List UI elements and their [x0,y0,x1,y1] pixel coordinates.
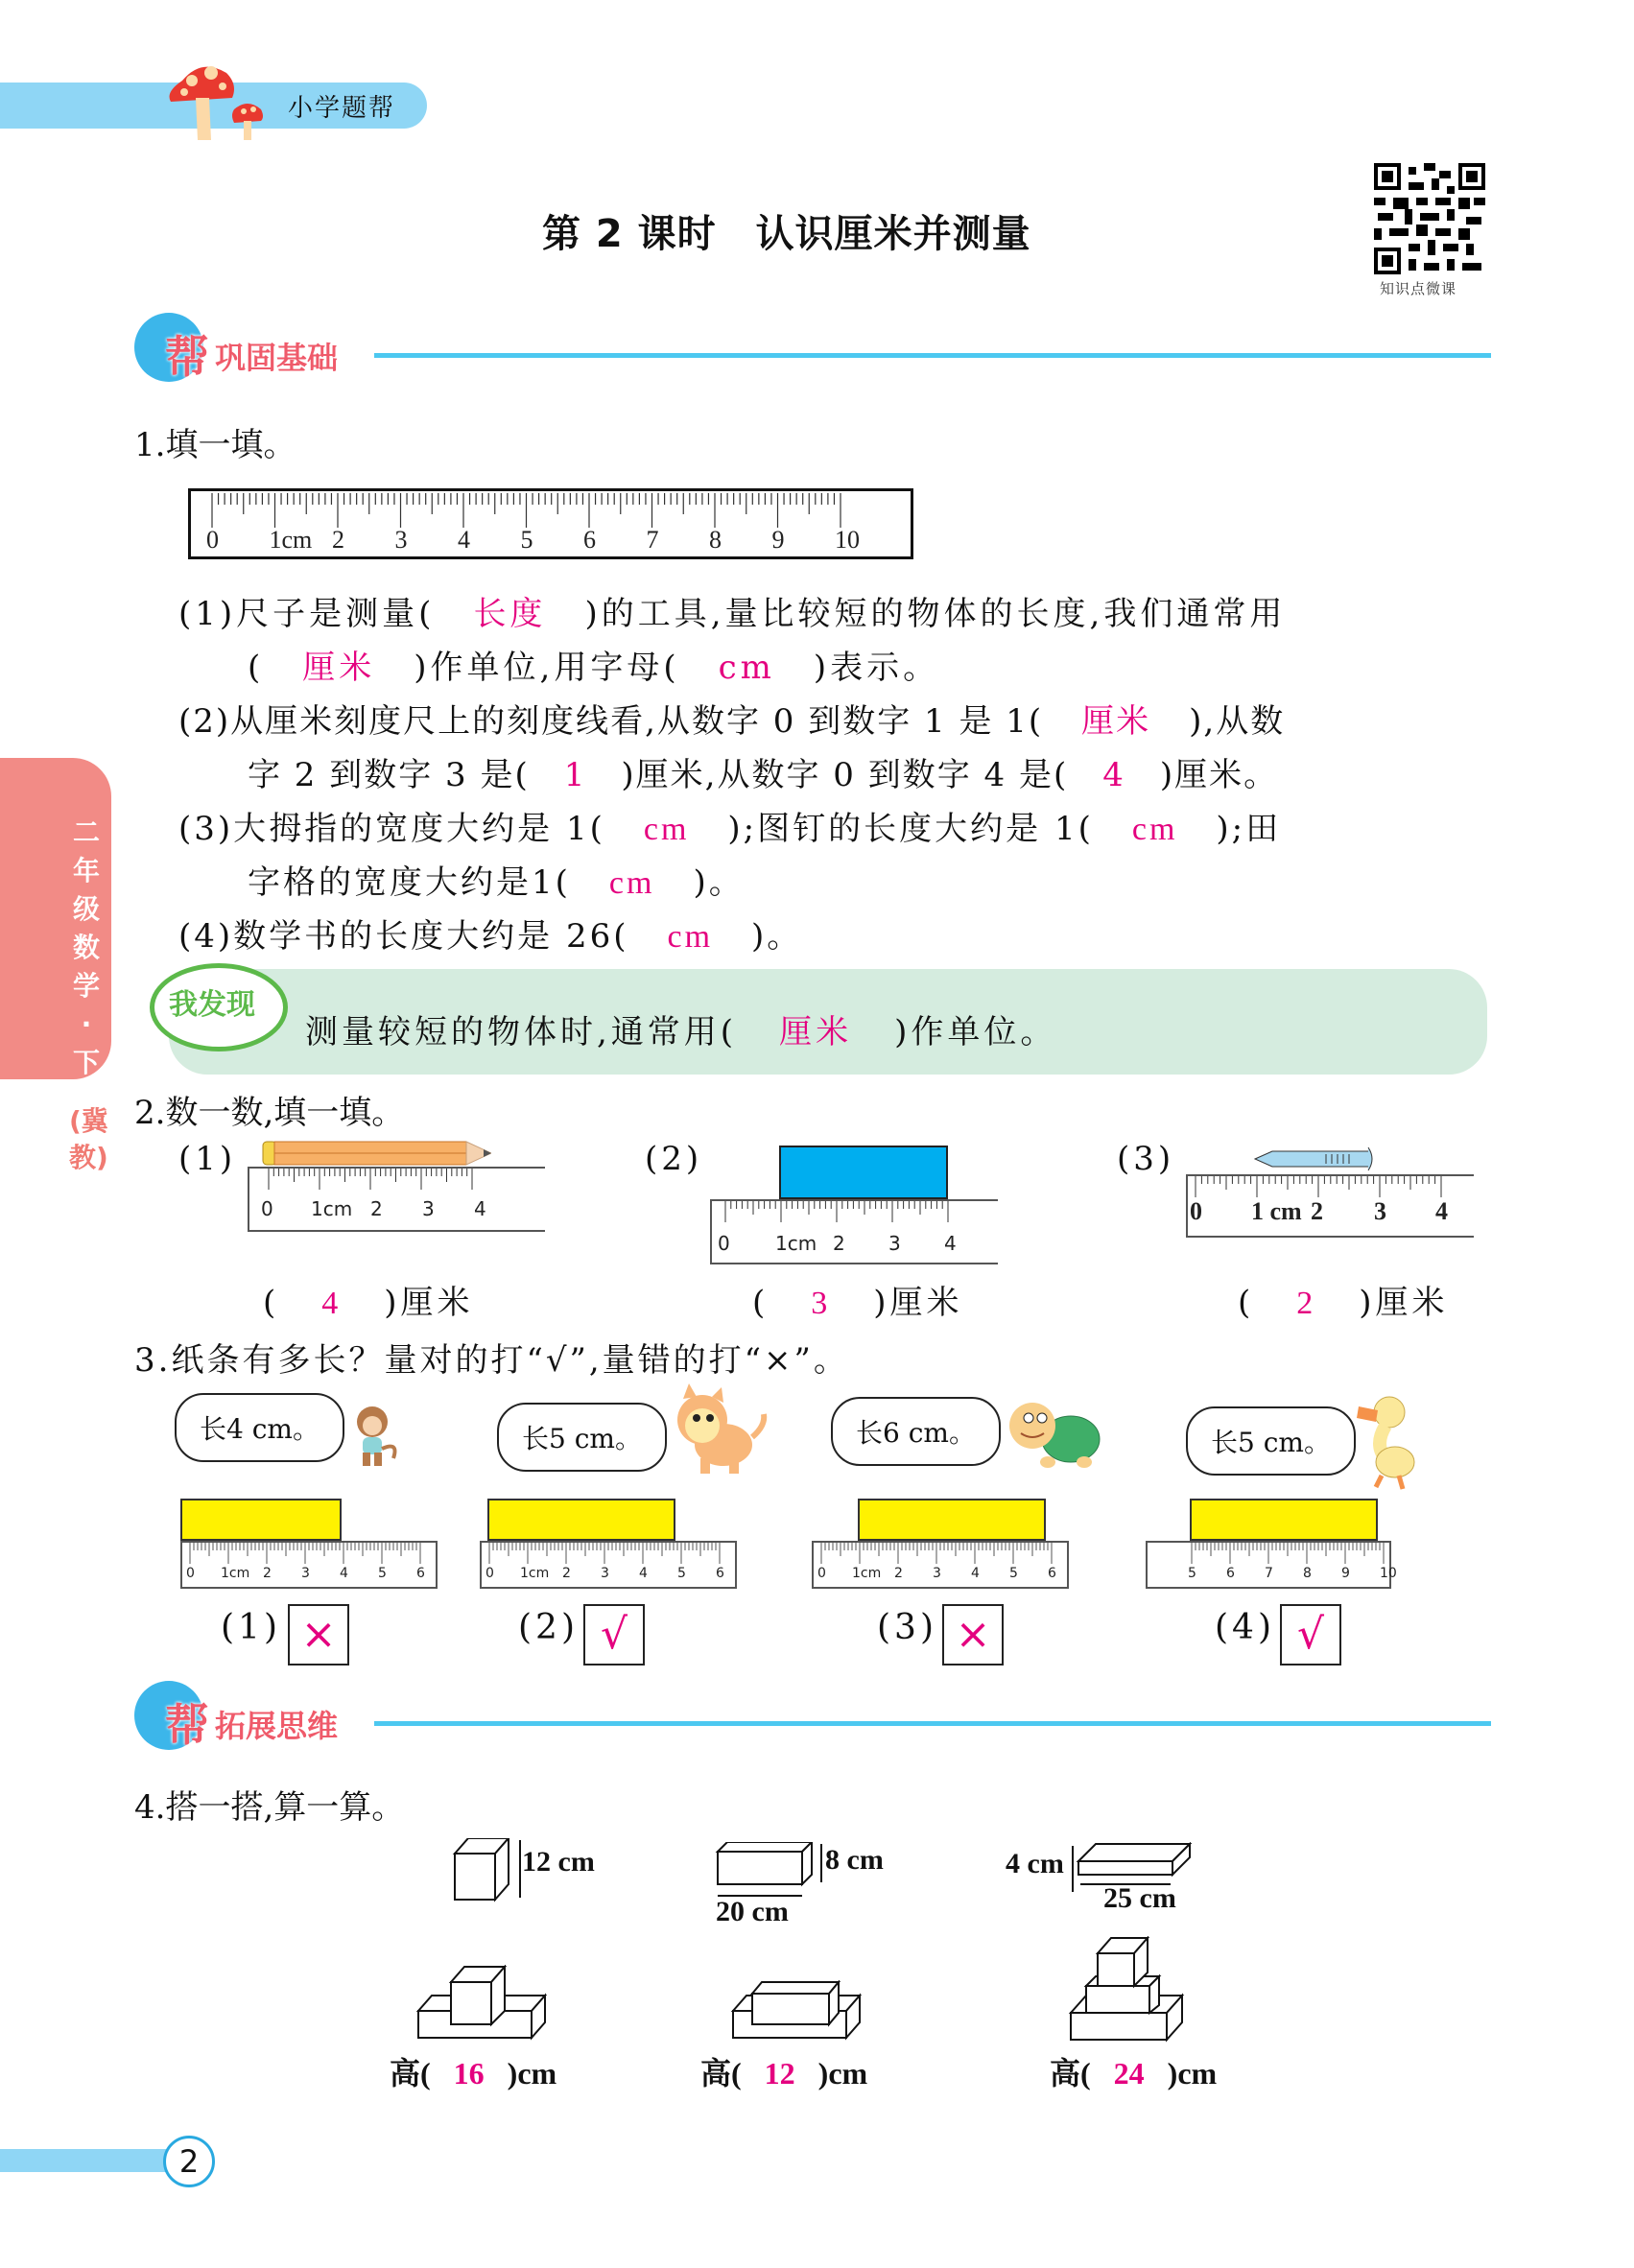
paper-strip [180,1499,342,1541]
ruler-label: 2 [562,1566,571,1581]
ruler-label: 5 [1188,1566,1196,1581]
ruler-label: 4 [340,1566,348,1581]
paper-strip [858,1499,1046,1541]
ruler-label: 1cm [520,1566,550,1581]
ruler-label: 10 [1380,1566,1397,1581]
answer-blank[interactable]: 厘米 [779,1013,853,1051]
ruler-label: 2 [332,526,344,554]
ruler-label: 0 [186,1566,195,1581]
q1-item-2-line-2: 字 2 到数字 3 是( 1 )厘米,从数字 0 到数字 4 是( 4 )厘米。 [248,756,1279,794]
block-2-width: 20 cm [716,1896,789,1927]
ruler-label: 0 [485,1566,494,1581]
ruler-label: 6 [716,1566,724,1581]
answer-box[interactable]: √ [583,1604,645,1666]
stack-1-answer: 高( 16 )cm [390,2056,557,2091]
monkey-icon [349,1403,403,1470]
ruler-label: 1cm [852,1566,882,1581]
discovery-text: 测量较短的物体时,通常用( 厘米 )作单位。 [305,1013,1057,1051]
ruler-label: 7 [1265,1566,1273,1581]
ruler-label: 5 [677,1566,686,1581]
ruler-label: 2 [263,1566,272,1581]
q2-item-1-label: (1) [178,1140,237,1178]
ruler-label: 8 [1303,1566,1312,1581]
q1-item-3-line-2: 字格的宽度大约是1( cm )。 [248,863,745,902]
ruler-label: 1cm [269,526,313,554]
q2-item-2-answer: ( 3 )厘米 [752,1284,963,1322]
q2-item-2-label: (2) [645,1140,703,1178]
q2-item-1-answer: ( 4 )厘米 [263,1284,474,1322]
duck-icon [1353,1391,1418,1495]
section-header-extend [134,1681,1491,1758]
block-1-height: 12 cm [522,1846,595,1878]
ruler-label: 5 [520,526,533,554]
question-1-title: 1.填一填。 [134,426,296,464]
page-title: 第 2 课时 认识厘米并测量 [542,212,1031,256]
section-title: 巩固基础 [215,340,339,376]
cat-icon [662,1383,770,1479]
q3-item-4-label: (4) [1215,1608,1275,1647]
q3-item-3-label: (3) [877,1608,937,1647]
question-4-title: 4.搭一搭,算一算。 [134,1788,405,1827]
q3-ruler-3 [812,1541,1069,1589]
ruler-label: 5 [1009,1566,1018,1581]
ruler-label: 2 [894,1566,903,1581]
block-2-height: 8 cm [825,1844,884,1876]
discovery-label: 我发现 [169,988,255,1022]
answer-box[interactable]: √ [1280,1604,1341,1666]
ruler-label: 6 [583,526,596,554]
ruler-label: 10 [835,526,860,554]
ruler-label: 9 [771,526,785,554]
ruler-label: 4 [639,1566,648,1581]
answer-blank[interactable]: 2 [1296,1286,1317,1321]
paper-strip [1190,1499,1378,1541]
q2-ruler-3: 0 1 cm 2 3 4 [1186,1174,1474,1238]
answer-blank[interactable]: 厘米 [1081,702,1151,741]
ruler-label: 1cm [221,1566,250,1581]
answer-blank[interactable]: cm [718,649,775,687]
q2-ruler-2: 0 1cm 2 3 4 [710,1199,998,1264]
ruler-label: 7 [646,526,659,554]
side-tab-grade: 二年级数学·下 [72,816,100,1078]
answer-blank[interactable]: cm [643,812,690,847]
answer-blank[interactable]: 12 [764,2056,795,2091]
q1-item-1-line-2: ( 厘米 )作单位,用字母( cm )表示。 [248,649,940,687]
ruler-label: 4 [971,1566,980,1581]
block-3-height: 4 cm [1006,1848,1064,1879]
ruler-label: 4 [458,526,470,554]
stack-3-answer: 高( 24 )cm [1050,2056,1218,2091]
pencil-icon [261,1138,491,1169]
question-3-title: 3.纸条有多长？量对的打“√”,量错的打“×”。 [134,1341,849,1380]
stack-2-icon [727,1980,862,2042]
section-divider [374,353,1491,358]
qr-code-icon[interactable] [1374,163,1485,274]
section-header-basic [134,313,1491,390]
stack-1-icon [413,1965,547,2042]
q3-ruler-2 [480,1541,737,1589]
section-badge-char: 帮 [165,331,209,383]
ruler-label: 3 [933,1566,941,1581]
ruler-label: 9 [1341,1566,1350,1581]
section-badge-char: 帮 [165,1699,209,1751]
turtle-icon [1004,1397,1103,1474]
question-2-title: 2.数一数,填一填。 [134,1094,405,1132]
q1-item-2-line-1: (2)从厘米刻度尺上的刻度线看,从数字 0 到数字 1 是 1( 厘米 ),从数 [178,702,1286,741]
answer-blank[interactable]: 长度 [473,595,547,633]
blue-rectangle [779,1146,948,1199]
ruler-label: 6 [416,1566,425,1581]
page-number: 2 [163,2136,215,2187]
speech-bubble: 长4 cm。 [175,1393,344,1462]
footer-bar [0,2149,173,2172]
answer-box[interactable]: × [288,1604,349,1666]
ruler-label: 5 [378,1566,387,1581]
centimeter-ruler [188,488,913,559]
nail-icon [1253,1146,1378,1172]
answer-blank[interactable]: 3 [811,1286,832,1321]
q2-ruler-1: 0 1cm 2 3 4 [248,1167,545,1232]
ruler-label: 3 [601,1566,609,1581]
ruler-label: 3 [301,1566,310,1581]
answer-blank[interactable]: 厘米 [302,649,376,687]
mushroom-icon [163,59,278,146]
side-tab-edition: (冀教) [69,1105,108,1173]
cube-block-icon [441,1838,528,1905]
q3-ruler-1 [180,1541,438,1589]
ruler-label: 0 [206,526,219,554]
section-title: 拓展思维 [215,1708,339,1744]
ruler-label: 0 [817,1566,826,1581]
answer-blank[interactable]: 4 [321,1286,343,1321]
speech-bubble: 长6 cm。 [831,1397,1001,1466]
answer-blank[interactable]: 16 [453,2056,485,2091]
answer-blank[interactable]: cm [1131,812,1178,847]
q2-item-3-answer: ( 2 )厘米 [1238,1284,1449,1322]
qr-caption: 知识点微课 [1380,280,1457,297]
answer-box[interactable]: × [942,1604,1004,1666]
q3-item-2-label: (2) [518,1608,579,1647]
stack-3-icon [1069,1936,1203,2044]
q1-item-4-line-1: (4)数学书的长度大约是 26( cm )。 [178,917,803,956]
section-divider [374,1721,1491,1726]
ruler-label: 6 [1048,1566,1056,1581]
speech-bubble: 长5 cm。 [497,1403,667,1472]
ruler-label: 3 [394,526,408,554]
q2-item-3-label: (3) [1117,1140,1175,1178]
q1-item-3-line-1: (3)大拇指的宽度大约是 1( cm );图钉的长度大约是 1( cm );田 [178,810,1282,848]
q3-ruler-4 [1146,1541,1397,1589]
stack-2-answer: 高( 12 )cm [700,2056,868,2091]
paper-strip [487,1499,675,1541]
q1-item-1-line-1: (1)尺子是测量( 长度 )的工具,量比较短的物体的长度,我们通常用 [178,595,1287,633]
block-3-width: 25 cm [1103,1882,1176,1914]
answer-blank[interactable]: 4 [1102,756,1125,794]
brand-name: 小学题帮 [288,94,396,123]
q3-item-1-label: (1) [221,1608,281,1647]
ruler-label: 8 [709,526,722,554]
ruler-label: 6 [1226,1566,1235,1581]
answer-blank[interactable]: 1 [563,756,587,794]
answer-blank[interactable]: cm [667,919,714,955]
speech-bubble: 长5 cm。 [1186,1406,1356,1476]
answer-blank[interactable]: cm [608,865,655,901]
answer-blank[interactable]: 24 [1113,2056,1145,2091]
